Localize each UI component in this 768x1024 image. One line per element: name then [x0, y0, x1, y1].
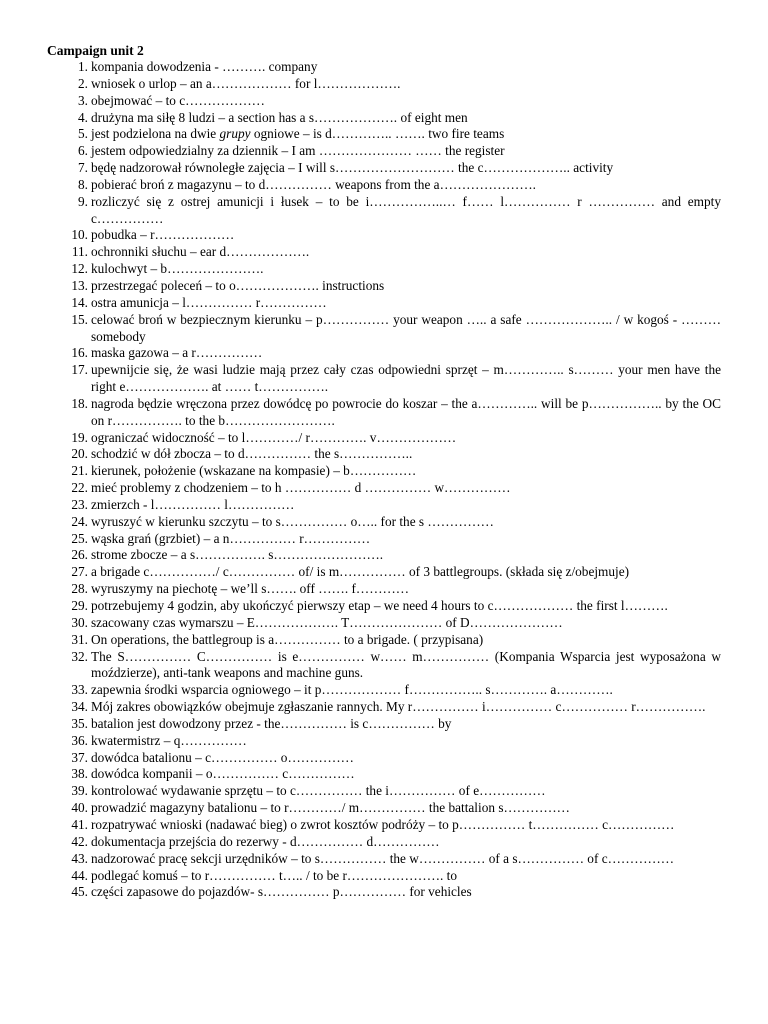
- list-item: [47, 682, 721, 699]
- list-item-number: 30.: [71, 614, 88, 630]
- list-item: [47, 194, 721, 228]
- list-item: [47, 884, 721, 901]
- list-item: [47, 261, 721, 278]
- list-item-text: dowódca kompanii – o…………… c……………: [91, 766, 355, 782]
- list-item: [47, 733, 721, 750]
- list-item-text: wąska grań (grzbiet) – a n…………… r……………: [91, 530, 371, 546]
- list-item-text: wyruszyć w kierunku szczytu – to s…………… o….. for the s ……………: [91, 513, 494, 529]
- list-item: [47, 312, 721, 346]
- list-item-text-part: jest podzielona na dwie: [91, 126, 220, 142]
- list-item: [47, 463, 721, 480]
- list-item-text: wniosek o urlop – an a……………… for l……………….: [91, 75, 401, 91]
- document-page: [47, 42, 721, 901]
- list-item: [47, 295, 721, 312]
- list-item: [47, 244, 721, 261]
- list-item-number: 29.: [71, 598, 88, 613]
- list-item: [47, 227, 721, 244]
- list-item-text: obejmować – to c………………: [91, 92, 265, 108]
- list-item-number: 12.: [71, 261, 88, 277]
- list-item-text: a brigade c……………/ c…………… of/ is m…………… of 3 battlegroups. (składa się z/obejmuje): [91, 564, 630, 580]
- list-item: [47, 110, 721, 127]
- list-item: [47, 514, 721, 531]
- list-item-text: kulochwyt – b………………….: [91, 261, 264, 277]
- list-item: [47, 446, 721, 463]
- list-item: [47, 851, 721, 868]
- list-item: [47, 750, 721, 767]
- list-item: [47, 59, 721, 76]
- list-item: [47, 160, 721, 177]
- list-item-text: maska gazowa – a r……………: [91, 345, 263, 361]
- list-item: [47, 497, 721, 514]
- list-item-text: przestrzegać poleceń – to o………………. instructions: [91, 277, 385, 293]
- list-item: [47, 531, 721, 548]
- list-item-text: nadzorować pracę sekcji urzędników – to s…………… the w…………… of a s…………… of c……………: [91, 850, 675, 866]
- list-item-number: 23.: [71, 496, 88, 512]
- list-item-number: 44.: [71, 867, 88, 883]
- list-item-number: 10.: [71, 227, 88, 243]
- list-item-number: 1.: [78, 59, 88, 74]
- list-item: [47, 699, 721, 716]
- list-item-number: 18.: [71, 395, 88, 411]
- list-item-number: 8.: [78, 176, 88, 192]
- list-item-number: 20.: [71, 446, 88, 462]
- list-item-text: [91, 126, 721, 143]
- list-item-text: zapewnia środki wsparcia ogniowego – it p……………… f…………….. s…………. a………….: [91, 682, 613, 698]
- list-item-number: 33.: [71, 682, 88, 698]
- list-item: [47, 834, 721, 851]
- list-item-number: 42.: [71, 833, 88, 849]
- document-title: Campaign unit 2: [47, 43, 144, 58]
- list-item-number: 25.: [71, 530, 88, 546]
- list-item-text: części zapasowe do pojazdów- s…………… p…………… for vehicles: [91, 884, 472, 900]
- list-item: [47, 800, 721, 817]
- list-item-number: 13.: [71, 277, 88, 293]
- list-item: [47, 868, 721, 885]
- list-item: [47, 766, 721, 783]
- list-item-text: ochronniki słuchu – ear d……………….: [91, 244, 310, 260]
- list-item-text: dowódca batalionu – c…………… o……………: [91, 749, 354, 765]
- list-item-number: 6.: [78, 143, 88, 159]
- list-item: [47, 396, 721, 430]
- vocabulary-list: [47, 59, 721, 901]
- list-item-text: szacowany czas wymarszu – E………………. T………………… of D…………………: [91, 614, 563, 630]
- list-item-text: pobudka – r………………: [91, 227, 235, 243]
- list-item-text: podlegać komuś – to r…………… t….. / to be r…………………. to: [91, 867, 458, 883]
- list-item-text: The S…………… C…………… is e…………… w…… m…………… (Kompania Wsparcia jest wyposażona w moździerze), anti-tank weapons and machine guns.: [91, 648, 721, 681]
- list-item-text: celować broń w bezpiecznym kierunku – p…………… your weapon ….. a safe ……………….. / w kogoś - ……… somebody: [91, 311, 721, 344]
- list-item-number: 15.: [71, 311, 88, 327]
- list-item: [47, 817, 721, 834]
- list-item-number: 28.: [71, 581, 88, 597]
- list-item-number: 22.: [71, 480, 88, 496]
- list-item-number: 26.: [71, 547, 88, 563]
- list-item-text: dokumentacja przejścia do rezerwy - d…………… d……………: [91, 833, 440, 849]
- list-item-text: rozliczyć się z ostrej amunicji i łusek – to be i……………..… f…… l…………… r …………… and empty c……………: [91, 193, 721, 226]
- list-item-text: kompania dowodzenia - ………. company: [91, 59, 318, 74]
- list-item-number: 32.: [71, 648, 88, 664]
- list-item-number: 16.: [71, 345, 88, 361]
- list-item: [47, 564, 721, 581]
- list-item-number: 36.: [71, 732, 88, 748]
- list-item-number: 11.: [71, 244, 88, 260]
- list-item: [47, 581, 721, 598]
- list-item: [47, 632, 721, 649]
- list-item-number: 39.: [71, 783, 88, 799]
- list-item-number: 19.: [71, 429, 88, 445]
- list-item-number: 45.: [71, 884, 88, 900]
- list-item-text: On operations, the battlegroup is a…………… to a brigade. ( przypisana): [91, 631, 484, 647]
- list-item-number: 43.: [71, 850, 88, 866]
- list-item-text: pobierać broń z magazynu – to d…………… weapons from the a………………….: [91, 176, 536, 192]
- list-item-number: 41.: [71, 816, 88, 832]
- list-item-text: wyruszymy na piechotę – we’ll s……. off ……. f…………: [91, 581, 410, 597]
- list-item-text: kontrolować wydawanie sprzętu – to c…………… the i…………… of e……………: [91, 783, 546, 799]
- list-item-text: jestem odpowiedzialny za dziennik – I am ………………… …… the register: [91, 143, 505, 159]
- list-item-text: Mój zakres obowiązków obejmuje zgłaszanie rannych. My r…………… i…………… c…………… r…………….: [91, 699, 706, 715]
- list-item-text: drużyna ma siłę 8 ludzi – a section has a s………………. of eight men: [91, 109, 468, 125]
- list-item-text: zmierzch - l…………… l……………: [91, 496, 295, 512]
- list-item-number: 7.: [78, 160, 88, 176]
- list-item-text: potrzebujemy 4 godzin, aby ukończyć pierwszy etap – we need 4 hours to c……………… the first l……….: [91, 598, 668, 613]
- list-item: [47, 143, 721, 160]
- list-item: [47, 783, 721, 800]
- list-item: [47, 126, 721, 143]
- list-item-number: 2.: [78, 75, 88, 91]
- list-item: [47, 76, 721, 93]
- list-item-number: 5.: [78, 126, 88, 142]
- list-item-number: 4.: [78, 109, 88, 125]
- list-item-text: rozpatrywać wnioski (nadawać bieg) o zwrot kosztów podróży – to p…………… t…………… c……………: [91, 816, 675, 832]
- list-item-number: 9.: [78, 193, 88, 209]
- list-item-number: 40.: [71, 800, 88, 816]
- list-item: [47, 598, 721, 615]
- list-item-number: 38.: [71, 766, 88, 782]
- list-item-text: upewnijcie się, że wasi ludzie mają przez cały czas odpowiedni sprzęt – m………….. s……… your men have the right e………………. at …… t…………….: [91, 362, 721, 395]
- list-item-text: ograniczać widoczność – to l…………/ r…………. v………………: [91, 429, 457, 445]
- list-item-number: 37.: [71, 749, 88, 765]
- list-item-text: będę nadzorował równoległe zajęcia – I will s……………………… the c……………….. activity: [91, 160, 614, 176]
- list-item-text-part: ogniowe – is d………….. ……. two fire teams: [250, 126, 505, 142]
- list-item: [47, 649, 721, 683]
- list-item-text: ostra amunicja – l…………… r……………: [91, 294, 327, 310]
- list-item: [47, 362, 721, 396]
- list-item: [47, 547, 721, 564]
- list-item-emphasis: grupy: [219, 126, 251, 142]
- list-item-text: prowadzić magazyny batalionu – to r…………/ m…………… the battalion s……………: [91, 800, 570, 816]
- list-item-text: mieć problemy z chodzeniem – to h …………… d …………… w……………: [91, 480, 511, 496]
- list-item: [47, 480, 721, 497]
- list-item-number: 27.: [71, 564, 88, 580]
- list-item-number: 3.: [78, 92, 88, 108]
- list-item-text: batalion jest dowodzony przez - the…………… is c…………… by: [91, 715, 452, 731]
- list-item-number: 21.: [71, 463, 88, 479]
- list-item: [47, 615, 721, 632]
- list-item: [47, 93, 721, 110]
- list-item-number: 17.: [71, 362, 88, 378]
- list-item-text: nagroda będzie wręczona przez dowódcę po powrocie do koszar – the a………….. will be p…………….. by the OC on r……………. to the b…………………….: [91, 395, 721, 428]
- list-item: [47, 177, 721, 194]
- list-item-text: kierunek, położenie (wskazane na kompasie) – b……………: [91, 463, 417, 479]
- list-item: [47, 278, 721, 295]
- list-item-number: 35.: [71, 715, 88, 731]
- list-item-number: 34.: [71, 699, 88, 715]
- list-item: [47, 345, 721, 362]
- list-item: [47, 716, 721, 733]
- list-item: [47, 430, 721, 447]
- list-item-number: 31.: [71, 631, 88, 647]
- list-item-text: strome zbocze – a s……………. s…………………….: [91, 547, 384, 563]
- list-item-number: 14.: [71, 294, 88, 310]
- list-item-text: kwatermistrz – q……………: [91, 732, 247, 748]
- list-item-number: 24.: [71, 513, 88, 529]
- list-item-text: schodzić w dół zbocza – to d…………… the s……………..: [91, 446, 413, 462]
